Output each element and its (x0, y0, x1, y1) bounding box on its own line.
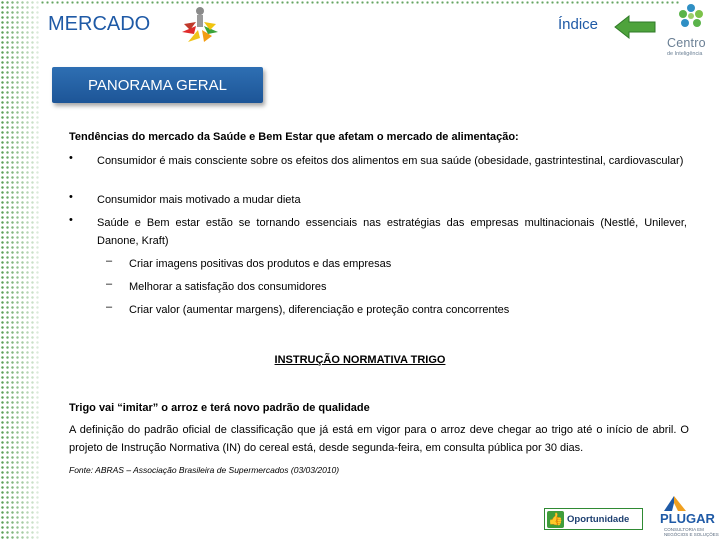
news-headline: Trigo vai “imitar” o arroz e terá novo padrão de qualidade (69, 402, 370, 414)
subitem-dash: – (106, 301, 113, 313)
subitem-dash: – (106, 255, 113, 267)
section-heading: Tendências do mercado da Saúde e Bem Estar que afetam o mercado de alimentação: (69, 131, 519, 143)
opportunity-label: Oportunidade (567, 513, 630, 525)
bullet-marker: • (69, 152, 73, 164)
instruction-title: INSTRUÇÃO NORMATIVA TRIGO (274, 354, 446, 366)
index-link[interactable]: Índice (558, 16, 599, 33)
plugar-logo-text: PLUGAR (660, 511, 715, 526)
sub-bullet-item: Criar valor (aumentar margens), diferenciação e proteção contra concorrentes (129, 304, 510, 316)
sub-bullet-item: Melhorar a satisfação dos consumidores (129, 281, 327, 293)
centro-logo-text: Centro (667, 36, 706, 50)
bullet-item: Consumidor mais motivado a mudar dieta (97, 194, 301, 206)
sub-bullet-item: Criar imagens positivas dos produtos e das empresas (129, 258, 392, 270)
opportunity-button[interactable] (544, 508, 643, 530)
dot-border-fade (0, 0, 40, 540)
plugar-logo-subtext: CONSULTORIA EM NEGÓCIOS E SOLUÇÕES (664, 527, 719, 537)
bullet-marker: • (69, 191, 73, 203)
thumbs-up-icon: 👍 (548, 512, 563, 526)
bullet-marker: • (69, 214, 73, 226)
centro-logo-subtext: de Inteligência (667, 51, 703, 57)
news-body: A definição do padrão oficial de classificação que já está em vigor para o arroz deve chegar ao trigo até o início de abril. O projeto de Instrução Normativa (IN) do cereal está, desde segunda-feira, em consulta pública por 30 dias. (69, 424, 689, 454)
page-title: MERCADO (48, 13, 151, 35)
subitem-dash: – (106, 278, 113, 290)
decorative-dot-border-top (40, 0, 680, 6)
bullet-item: Saúde e Bem estar estão se tornando essenciais nas estratégias das empresas multinacionais (Nestlé, Unilever, Danone, Kraft) (97, 217, 687, 247)
source-citation: Fonte: ABRAS – Associação Brasileira de Supermercados (03/03/2010) (69, 465, 340, 475)
people-circle-logo-icon (178, 4, 222, 46)
back-arrow-icon[interactable] (613, 14, 659, 40)
section-label-box: PANORAMA GERAL (52, 67, 263, 103)
bullet-item: Consumidor é mais consciente sobre os efeitos dos alimentos em sua saúde (obesidade, gastrintestinal, cardiovascular) (97, 155, 684, 167)
